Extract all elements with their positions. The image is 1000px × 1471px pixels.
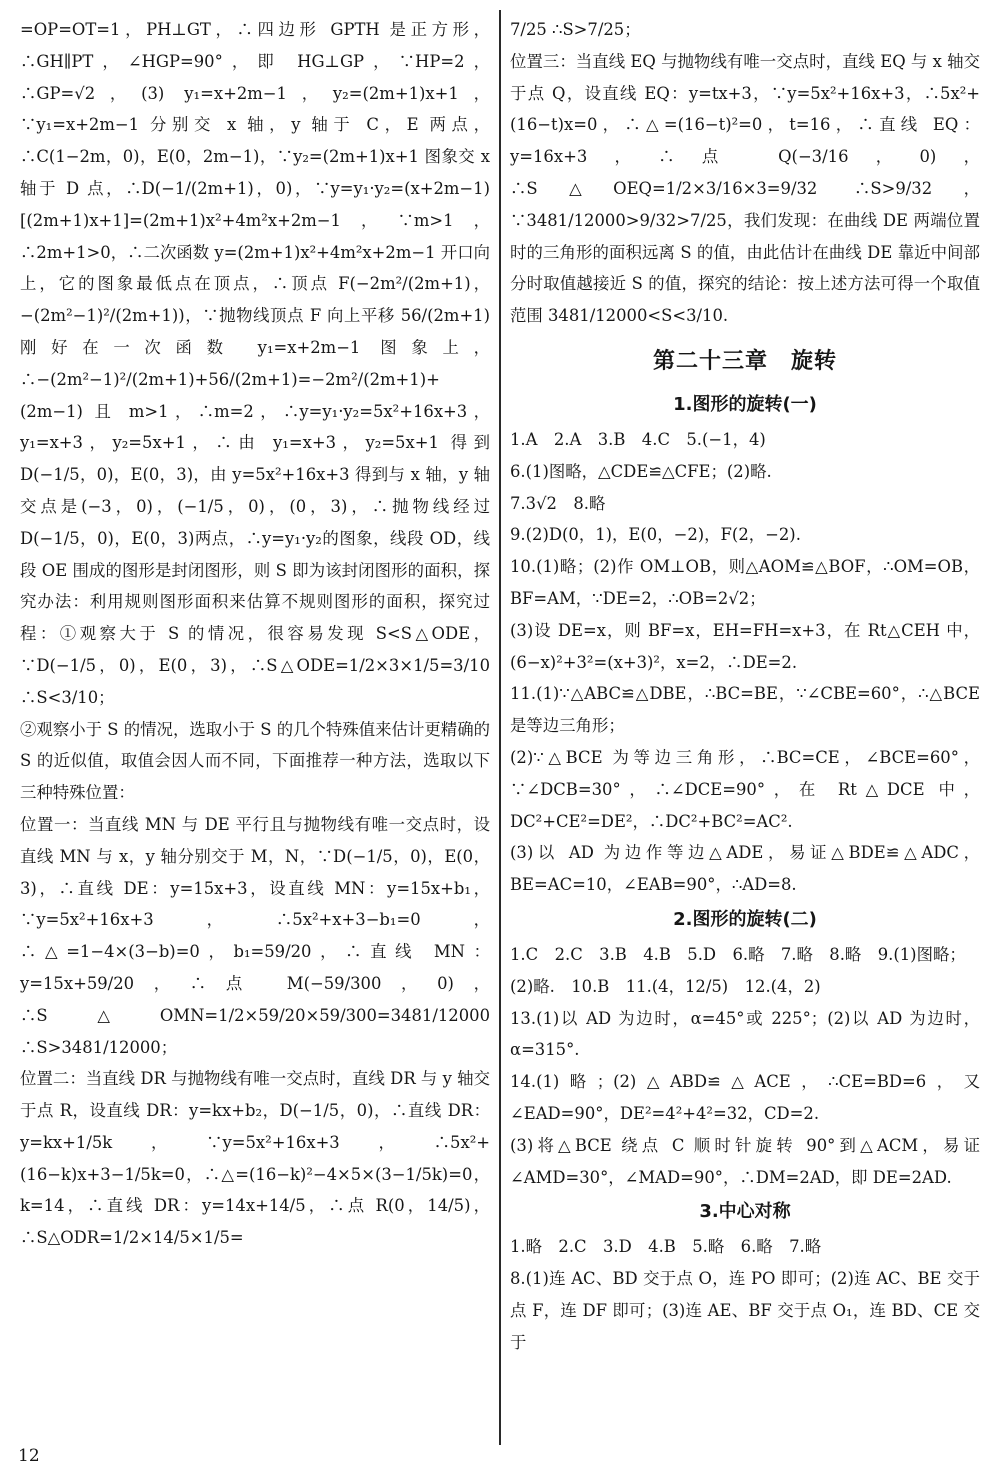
column-divider bbox=[499, 10, 501, 1445]
answer-line: (3)以 AD 为边作等边△ADE，易证△BDE≌△ADC，BE=AC=10，∠EAB=90°，∴AD=8. bbox=[510, 843, 980, 895]
section-title: 3.中心对称 bbox=[699, 1201, 791, 1223]
answer-line: 14.(1)略；(2)△ABD≌△ACE，∴CE=BD=6，又∠EAD=90°，DE²=4²+4²=32，CD=2. bbox=[510, 1072, 980, 1123]
answer-line: 9.(2)D(0，1)，E(0，−2)，F(2，−2). bbox=[510, 525, 801, 545]
answer-line: 13.(1)以 AD 为边时，α=45°或 225°；(2)以 AD 为边时，α=315°. bbox=[510, 1008, 980, 1060]
answer-line: 11.(1)∵△ABC≌△DBE，∴BC=BE，∵∠CBE=60°，∴△BCE 是等边三角形； bbox=[510, 684, 980, 736]
answer-line: (2)∵△BCE 为等边三角形，∴BC=CE，∠BCE=60°，∵∠DCB=30°，∴∠DCE=90°，在 Rt△DCE 中，DC²+CE²=DE²，∴DC²+BC²=AC². bbox=[510, 747, 980, 831]
answer-paragraph: =OP=OT=1，PH⊥GT，∴四边形 GPTH 是正方形，∴GH∥PT，∠HGP=90°，即 HG⊥GP，∵HP=2，∴GP=√2，(3) y₁=x+2m−1，y₂=(2m+1)x+1，∵y₁=x+2m−1 分别交 x 轴，y 轴于 C，E 两点，∴C(1−2m，0)，E(0，2m−1)，∵y₂=(2m+1)x+1 图象交 x 轴于 D 点，∴D(−1/(2m+1)，0)，∵y=y₁·y₂=(x+2m−1)[(2m+1)x+1]=(2m+1)x²+4m²x+2m−1，∵m>1，∴2m+1>0，∴二次函数 y=(2m+1)x²+4m²x+2m−1 开口向上，它的图象最低点在顶点，∴顶点 F(−2m²/(2m+1)，−(2m²−1)²/(2m+1))，∵抛物线顶点 F 向上平移 56/(2m+1) 刚好在一次函数 y₁=x+2m−1 图象上，∴−(2m²−1)²/(2m+1)+56/(2m+1)=−2m²/(2m+1)+(2m−1) 且 m>1，∴m=2，∴y=y₁·y₂=5x²+16x+3，y₁=x+3，y₂=5x+1，∴由 y₁=x+3，y₂=5x+1 得到 D(−1/5，0)，E(0，3)，由 y=5x²+16x+3 得到与 x 轴，y 轴交点是(−3，0)，(−1/5，0)，(0，3)，∴抛物线经过 D(−1/5，0)，E(0，3)两点，∴y=y₁·y₂的图象，线段 OD，线段 OE 围成的图形是封闭图形，则 S 即为该封闭图形的面积，探究办法：利用规则图形面积来估算不规则图形的面积，探究过程：①观察大于 S 的情况，很容易发现 S<S△ODE，∵D(−1/5，0)，E(0，3)，∴S△ODE=1/2×3×1/5=3/10 ∴S<3/10； bbox=[20, 20, 490, 707]
answer-line: 6.(1)图略，△CDE≌△CFE；(2)略. bbox=[510, 461, 772, 481]
answer-paragraph: 7/25 ∴S>7/25； bbox=[510, 20, 641, 39]
left-column bbox=[20, 14, 490, 1254]
section-title: 2.图形的旋转(二) bbox=[673, 908, 817, 930]
answer-paragraph: ②观察小于 S 的情况，选取小于 S 的几个特殊值来估计更精确的 S 的近似值，取值会因人而不同，下面推荐一种方法，选取以下三种特殊位置： bbox=[20, 719, 490, 803]
answer-line: 1.略 2.C 3.D 4.B 5.略 6.略 7.略 bbox=[510, 1237, 822, 1257]
answer-line: 8.(1)连 AC、BD 交于点 O，连 PO 即可；(2)连 AC、BE 交于点 F，连 DF 即可；(3)连 AE、BF 交于点 O₁，连 BD、CE 交于 bbox=[510, 1269, 980, 1352]
answer-paragraph: 位置一：当直线 MN 与 DE 平行且与抛物线有唯一交点时，设直线 MN 与 x，y 轴分别交于 M，N，∵D(−1/5，0)，E(0，3)，∴直线 DE：y=15x+3，设直线 MN：y=15x+b₁，∵y=5x²+16x+3，∴5x²+x+3−b₁=0，∴△=1−4×(3−b)=0，b₁=59/20，∴直线 MN：y=15x+59/20，∴点 M(−59/300，0)，∴S△OMN=1/2×59/20×59/300=3481/12000 ∴S>3481/12000； bbox=[20, 814, 490, 1057]
section-title: 1.图形的旋转(一) bbox=[673, 393, 817, 415]
right-column bbox=[510, 14, 980, 1358]
page-number: 12 bbox=[18, 1446, 40, 1466]
answer-line: (3)设 DE=x，则 BF=x，EH=FH=x+3，在 Rt△CEH 中，(6−x)²+3²=(x+3)²，x=2，∴DE=2. bbox=[510, 620, 980, 672]
answer-line: 1.A 2.A 3.B 4.C 5.(−1，4) bbox=[510, 429, 766, 449]
answer-line: 1.C 2.C 3.B 4.B 5.D 6.略 7.略 8.略 9.(1)图略； bbox=[510, 944, 966, 964]
answer-line: 10.(1)略；(2)作 OM⊥OB，则△AOM≌△BOF，∴OM=OB，BF=AM，∵DE=2，∴OB=2√2； bbox=[510, 557, 980, 608]
answer-paragraph: 位置二：当直线 DR 与抛物线有唯一交点时，直线 DR 与 y 轴交于点 R，设直线 DR：y=kx+b₂，D(−1/5，0)，∴直线 DR：y=kx+1/5k，∵y=5x²+16x+3，∴5x²+(16−k)x+3−1/5k=0，∴△=(16−k)²−4×5×(3−1/5k)=0，k=14，∴直线 DR：y=14x+14/5，∴点 R(0，14/5)，∴S△ODR=1/2×14/5×1/5= bbox=[20, 1069, 490, 1248]
answer-line: (3)将△BCE 绕点 C 顺时针旋转 90°到△ACM，易证∠AMD=30°，∠MAD=90°，∴DM=2AD，即 DE=2AD. bbox=[510, 1135, 980, 1187]
answer-paragraph: 位置三：当直线 EQ 与抛物线有唯一交点时，直线 EQ 与 x 轴交于点 Q，设直线 EQ：y=tx+3，∵y=5x²+16x+3，∴5x²+(16−t)x=0，∴△=(16−t)²=0，t=16，∴直线 EQ：y=16x+3，∴点 Q(−3/16，0)，∴S△OEQ=1/2×3/16×3=9/32 ∴S>9/32，∵3481/12000>9/32>7/25，我们发现：在曲线 DE 两端位置时的三角形的面积远离 S 的值，由此估计在曲线 DE 靠近中间部分时取值越接近 S 的值，探究的结论：按上述方法可得一个取值范围 3481/12000<S<3/10. bbox=[510, 51, 980, 326]
answer-line: (2)略. 10.B 11.(4，12/5) 12.(4，2) bbox=[510, 976, 821, 996]
chapter-title: 第二十三章 旋转 bbox=[652, 348, 837, 374]
answer-line: 7.3√2 8.略 bbox=[510, 493, 606, 513]
